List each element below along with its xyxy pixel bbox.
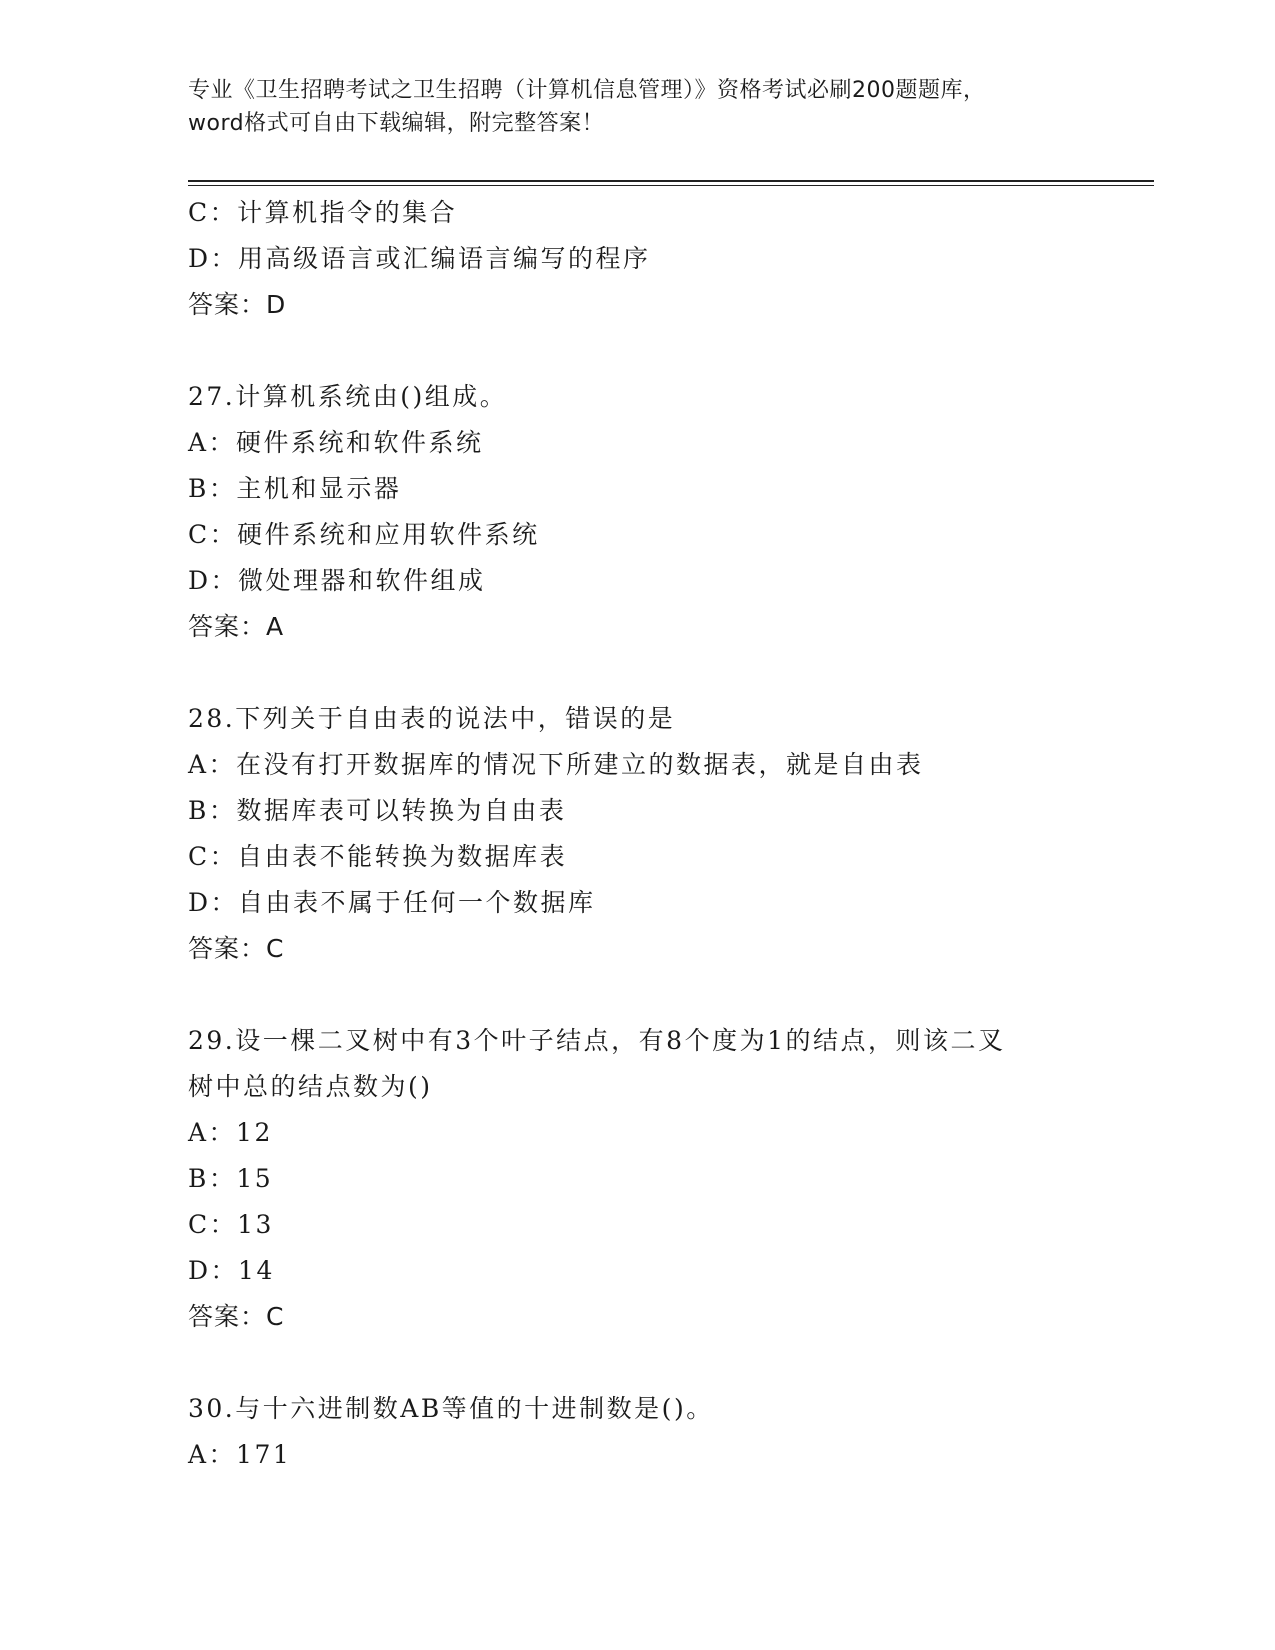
option-c: C：硬件系统和应用软件系统 <box>188 520 540 549</box>
question-stem: 28.下列关于自由表的说法中，错误的是 <box>188 704 676 733</box>
question-27 <box>188 374 1148 650</box>
question-stem-line-1: 29.设一棵二叉树中有3个叶子结点，有8个度为1的结点，则该二叉 <box>188 1026 1006 1055</box>
header-divider-thick <box>188 180 1154 182</box>
answer-line: 答案：D <box>188 290 287 319</box>
option-d: D：微处理器和软件组成 <box>188 566 486 595</box>
answer-line: 答案：C <box>188 1302 285 1331</box>
question-30 <box>188 1386 1148 1478</box>
option-a: A：171 <box>188 1440 292 1469</box>
question-stem: 30.与十六进制数AB等值的十进制数是()。 <box>188 1394 714 1423</box>
option-b: B：15 <box>188 1164 274 1193</box>
header-title-line-1: 专业《卫生招聘考试之卫生招聘（计算机信息管理）》资格考试必刷200题题库， <box>188 78 986 103</box>
question-stem: 27.计算机系统由()组成。 <box>188 382 508 411</box>
option-c: C：自由表不能转换为数据库表 <box>188 842 568 871</box>
option-b: B：数据库表可以转换为自由表 <box>188 796 567 825</box>
question-list <box>188 190 1148 1478</box>
option-a: A：在没有打开数据库的情况下所建立的数据表，就是自由表 <box>188 750 924 779</box>
option-c: C：计算机指令的集合 <box>188 198 458 227</box>
option-d: D：自由表不属于任何一个数据库 <box>188 888 596 917</box>
question-28 <box>188 696 1148 972</box>
option-d: D：14 <box>188 1256 275 1285</box>
option-d: D：用高级语言或汇编语言编写的程序 <box>188 244 651 273</box>
answer-line: 答案：A <box>188 612 285 641</box>
answer-line: 答案：C <box>188 934 285 963</box>
option-a: A：硬件系统和软件系统 <box>188 428 484 457</box>
header-divider-thin <box>188 185 1154 186</box>
option-b: B：主机和显示器 <box>188 474 402 503</box>
option-c: C：13 <box>188 1210 274 1239</box>
header-title-line-2: word格式可自由下载编辑，附完整答案！ <box>188 111 605 136</box>
option-a: A：12 <box>188 1118 273 1147</box>
question-26-fragment <box>188 190 1148 328</box>
document-header <box>188 74 1088 140</box>
question-stem-line-2: 树中总的结点数为() <box>188 1072 433 1101</box>
question-29 <box>188 1018 1148 1340</box>
